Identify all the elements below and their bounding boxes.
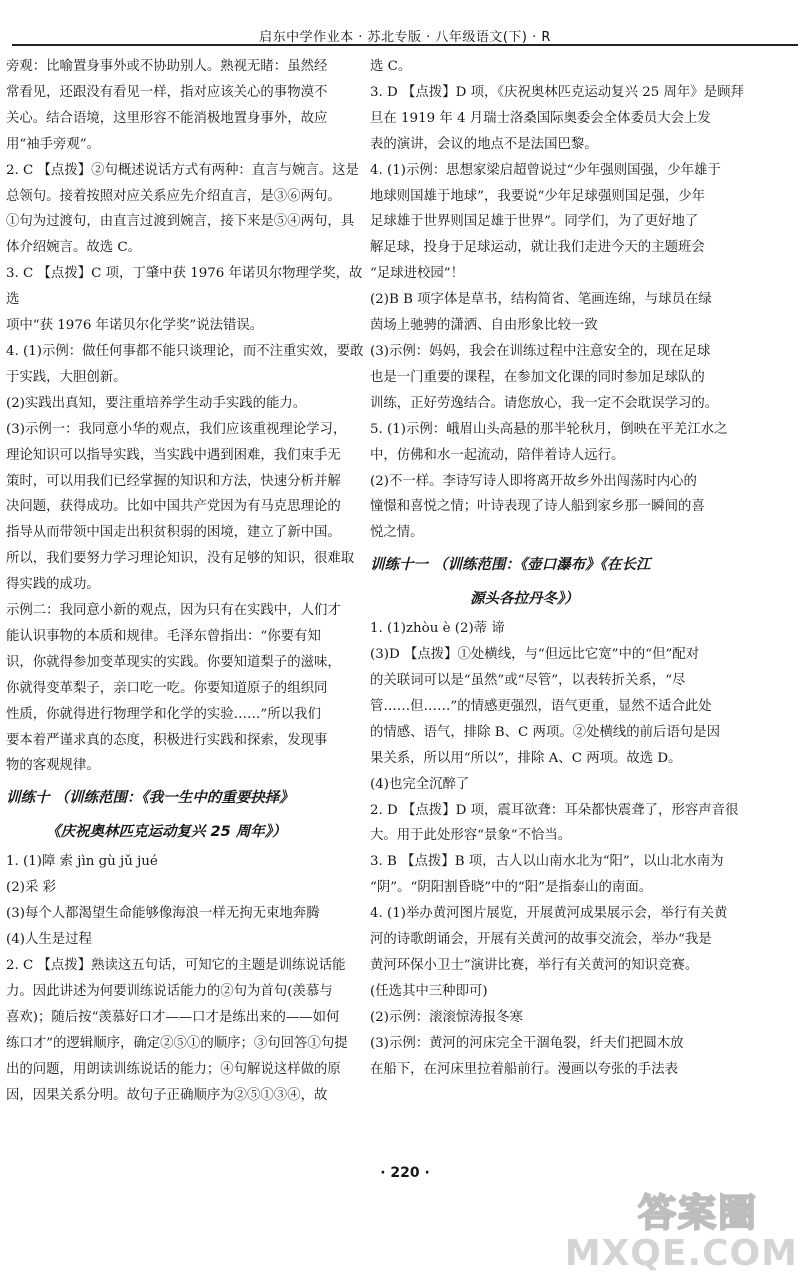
text-line: 项中“获 1976 年诺贝尔化学奖”说法错误。 xyxy=(6,318,264,334)
text-line: 中，仿佛和水一起流动，陪伴着诗人远行。 xyxy=(370,447,625,463)
text-line: 用“袖手旁观”。 xyxy=(6,136,101,152)
text-line: 旁观：比喻置身事外或不协助别人。熟视无睹：虽然经 xyxy=(6,59,328,74)
text-line: (2)B B 项字体是草书，结构简省、笔画连绵，与球员在绿 xyxy=(370,292,712,308)
text-line: 要本着严谨求真的态度，积极进行实践和探索，发现事 xyxy=(6,732,328,748)
text-line: 2. D 【点拨】D 项，震耳欲聋：耳朵都快震聋了，形容声音很 xyxy=(370,802,739,818)
text-line: 训练，正好劳逸结合。请您放心，我一定不会耽误学习的。 xyxy=(370,395,719,411)
text-line: (4)人生是过程 xyxy=(6,932,92,948)
text-line: 4. (1)示例：思想家梁启超曾说过“少年强则国强，少年雄于 xyxy=(370,162,721,178)
text-line: 总领句。接着按照对应关系应先介绍直言，是③⑥两句。 xyxy=(6,188,341,204)
text-line: 指导从而带领中国走出积贫积弱的困境，建立了新中国。 xyxy=(6,525,341,541)
section-heading-11: 训练十一 （训练范围：《壶口瀑布》《在长江 xyxy=(370,557,651,574)
text-line: (2)不一样。李诗写诗人即将离开故乡外出闯荡时内心的 xyxy=(370,473,697,489)
text-line: 果关系，所以用“所以”，排除 A、C 两项。故选 D。 xyxy=(370,750,682,766)
text-line: 关心。结合语境，这里形容不能消极地置身事外，故应 xyxy=(6,110,328,126)
text-line: “足球进校园”！ xyxy=(370,266,465,282)
text-line: 性质，你就得进行物理学和化学的实验……”所以我们 xyxy=(6,706,321,722)
text-line: 憧憬和喜悦之情；叶诗表现了诗人船到家乡那一瞬间的喜 xyxy=(370,499,705,515)
text-line: (3)每个人都渴望生命能够像海浪一样无拘无束地奔腾 xyxy=(6,906,320,922)
text-line: 于实践，大胆创新。 xyxy=(6,369,127,385)
text-line: 1. (1)zhòu è (2)蒂 谛 xyxy=(370,621,505,637)
text-line: 3. B 【点拨】B 项，古人以山南水北为“阳”，以山北水南为 xyxy=(370,854,724,870)
text-line: 体介绍婉言。故选 C。 xyxy=(6,240,142,256)
text-line: 5. (1)示例：峨眉山头高悬的那半轮秋月，倒映在平羌江水之 xyxy=(370,421,728,437)
text-line: 3. D 【点拨】D 项，《庆祝奥林匹克运动复兴 25 周年》是顾拜 xyxy=(370,84,744,100)
text-line: 2. C 【点拨】熟读这五句话，可知它的主题是训练说话能 xyxy=(6,958,346,973)
text-line: (3)示例：妈妈，我会在训练过程中注意安全的，现在足球 xyxy=(370,343,711,359)
text-line: (3)示例：黄河的河床完全干涸龟裂，纤夫们把圆木放 xyxy=(370,1035,684,1051)
text-line: 4. (1)示例：做任何事都不能只谈理论，而不注重实效，要敢 xyxy=(6,343,364,359)
right-column xyxy=(370,54,754,1083)
watermark-url: MXQE.COM xyxy=(564,1233,798,1274)
text-line: 足球雄于世界则国足雄于世界”。同学们，为了更好地了 xyxy=(370,214,699,230)
text-line: 决问题，获得成功。比如中国共产党因为有马克思理论的 xyxy=(6,499,341,515)
text-line: 表的演讲，会议的地点不是法国巴黎。 xyxy=(370,136,598,152)
text-line: “阴”。“阴阳割昏晓”中的“阳”是指泰山的南面。 xyxy=(370,880,653,896)
text-line: 因，因果关系分明。故句子正确顺序为②⑤①③④，故 xyxy=(6,1087,328,1103)
watermark-logo: 答案圈 xyxy=(638,1191,759,1235)
section-heading-10-sub: 《庆祝奥林匹克运动复兴 25 周年》） xyxy=(46,824,287,841)
page-number: · 220 · xyxy=(380,1165,430,1181)
text-line: 出的问题，用朗读训练说话的能力；④句解说这样做的原 xyxy=(6,1061,341,1077)
section-heading-11-sub: 源头各拉丹冬》） xyxy=(470,591,579,608)
text-line: 2. C 【点拨】②句概述说话方式有两种：直言与婉言。这是 xyxy=(6,162,359,178)
page-header xyxy=(12,0,798,46)
text-line: (任选其中三种即可) xyxy=(370,983,488,999)
text-line: 练口才”的逻辑顺序，确定②⑤①的顺序；③句回答①句提 xyxy=(6,1035,348,1051)
text-line: 河的诗歌朗诵会，开展有关黄河的故事交流会，举办“我是 xyxy=(370,932,712,948)
text-line: 识，你就得参加变革现实的实践。你要知道梨子的滋味， xyxy=(6,654,341,670)
text-line: 的情感、语气，排除 B、C 两项。②处横线的前后语句是因 xyxy=(370,724,720,740)
text-line: 喜欢)；随后按“羡慕好口才——口才是练出来的——如何 xyxy=(6,1009,340,1025)
text-line: (3)D 【点拨】①处横线，与“但远比它宽”中的“但”配对 xyxy=(370,647,700,663)
text-line: 能认识事物的本质和规律。毛泽东曾指出：“你要有知 xyxy=(6,628,321,644)
text-line: 3. C 【点拨】C 项，丁肇中获 1976 年诺贝尔物理学奖，故选 xyxy=(6,266,363,308)
text-line: 力。因此讲述为何要训练说话能力的②句为首句(羡慕与 xyxy=(6,983,333,999)
text-line: 悦之情。 xyxy=(370,525,424,541)
text-line: 解足球，投身于足球运动，就让我们走进今天的主题班会 xyxy=(370,240,705,256)
text-line: 1. (1)障 索 jìn gù jǔ jué xyxy=(6,854,158,870)
text-line: 管……但……”的情感更强烈，语气更重，显然不适合此处 xyxy=(370,698,712,714)
text-line: 得实践的成功。 xyxy=(6,577,100,593)
text-line: (3)示例一：我同意小华的观点，我们应该重视理论学习， xyxy=(6,421,347,437)
text-line: (4)也完全沉醉了 xyxy=(370,776,470,792)
text-line: 在船下，在河床里拉着船前行。漫画以夸张的手法表 xyxy=(370,1061,678,1077)
section-heading-10: 训练十 （训练范围：《我一生中的重要抉择》 xyxy=(6,790,294,807)
text-line: 你就得变革梨子，亲口吃一吃。你要知道原子的组织同 xyxy=(6,680,328,696)
text-line: 常看见，还跟没有看见一样，指对应该关心的事物漠不 xyxy=(6,84,328,100)
text-line: (2)采 彩 xyxy=(6,880,57,896)
text-line: 的关联词可以是“虽然”或“尽管”，以表转折关系，“尽 xyxy=(370,673,686,689)
text-line: 4. (1)举办黄河图片展览，开展黄河成果展示会，举行有关黄 xyxy=(370,906,728,922)
watermark xyxy=(564,1182,798,1274)
text-line: 地球则国雄于地球”，我要说“少年足球强则国足强，少年 xyxy=(370,188,706,204)
text-line: 茵场上驰骋的潇洒、自由形象比较一致 xyxy=(370,318,598,334)
text-line: 也是一门重要的课程，在参加文化课的同时参加足球队的 xyxy=(370,369,705,385)
text-line: 策时，可以用我们已经掌握的知识和方法，快速分析并解 xyxy=(6,473,341,489)
text-line: 所以，我们要努力学习理论知识，没有足够的知识，很难取 xyxy=(6,551,355,567)
text-line: 物的客观规律。 xyxy=(6,758,100,774)
text-line: 示例二：我同意小新的观点，因为只有在实践中，人们才 xyxy=(6,603,341,619)
text-line: 黄河环保小卫士”演讲比赛，举行有关黄河的知识竞赛。 xyxy=(370,958,699,973)
text-line: 选 C。 xyxy=(370,59,412,74)
header-title: 启东中学作业本 · 苏北专版 · 八年级语文(下) · R xyxy=(259,30,551,45)
left-column xyxy=(6,54,366,1108)
text-line: 旦在 1919 年 4 月瑞士洛桑国际奥委会全体委员大会上发 xyxy=(370,110,711,126)
text-line: (2)示例：滚滚惊涛报冬寒 xyxy=(370,1009,523,1025)
text-line: ①句为过渡句，由直言过渡到婉言，接下来是⑤④两句，具 xyxy=(6,214,355,230)
text-line: (2)实践出真知，要注重培养学生动手实践的能力。 xyxy=(6,395,307,411)
text-line: 理论知识可以指导实践，当实践中遇到困难，我们束手无 xyxy=(6,447,341,463)
text-line: 大。用于此处形容“景象”不恰当。 xyxy=(370,828,572,844)
